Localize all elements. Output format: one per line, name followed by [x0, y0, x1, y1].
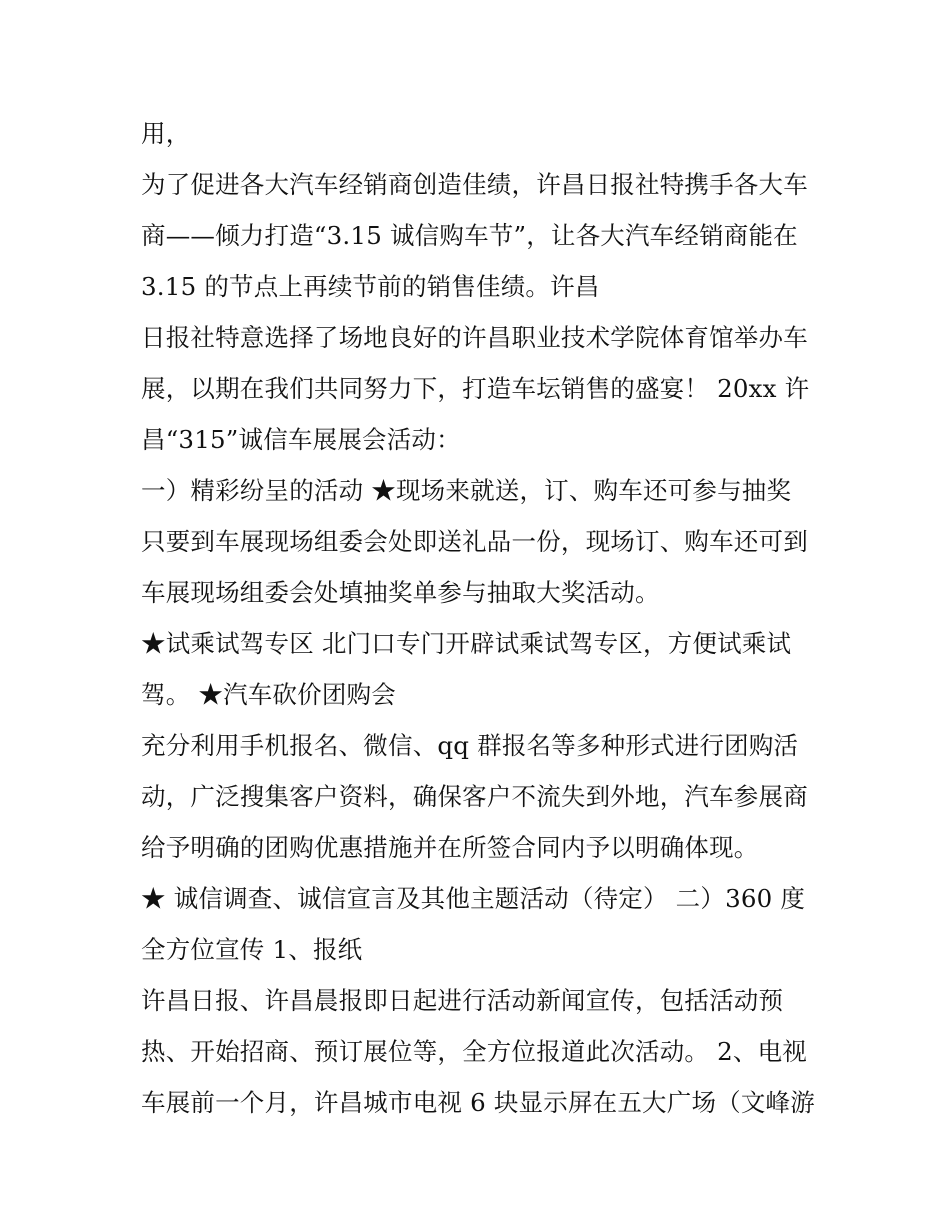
text-line: 展，以期在我们共同努力下，打造车坛销售的盛宴！ 20xx 许	[141, 374, 810, 403]
text-line: ★试乘试驾专区 北门口专门开辟试乘试驾专区，方便试乘试	[141, 629, 792, 658]
text-line: 全方位宣传 1、报纸	[141, 935, 363, 964]
text-line: 3.15 的节点上再续节前的销售佳绩。许昌	[141, 272, 600, 301]
text-line: 车展前一个月，许昌城市电视 6 块显示屏在五大广场（文峰游	[141, 1088, 815, 1117]
text-line: 商——倾力打造“3.15 诚信购车节”，让各大汽车经销商能在	[141, 221, 798, 250]
text-line: 车展现场组委会处填抽奖单参与抽取大奖活动。	[141, 578, 660, 607]
text-line: 用，	[141, 119, 191, 148]
text-line: 驾。 ★汽车砍价团购会	[141, 680, 396, 709]
text-line: ★ 诚信调查、诚信宣言及其他主题活动（待定） 二）360 度	[141, 884, 806, 913]
text-line: 热、开始招商、预订展位等，全方位报道此次活动。 2、电视	[141, 1037, 807, 1066]
text-line: 给予明确的团购优惠措施并在所签合同内予以明确体现。	[141, 833, 759, 862]
text-line: 许昌日报、许昌晨报即日起进行活动新闻宣传，包括活动预	[141, 986, 784, 1015]
text-line: 日报社特意选择了场地良好的许昌职业技术学院体育馆举办车	[141, 323, 808, 352]
text-line: 动，广泛搜集客户资料，确保客户不流失到外地，汽车参展商	[141, 782, 808, 811]
text-line: 只要到车展现场组委会处即送礼品一份，现场订、购车还可到	[141, 527, 808, 556]
text-line: 为了促进各大汽车经销商创造佳绩，许昌日报社特携手各大车	[141, 170, 808, 199]
text-line: 昌“315”诚信车展展会活动：	[141, 425, 461, 454]
text-line: 一）精彩纷呈的活动 ★现场来就送，订、购车还可参与抽奖	[141, 476, 792, 505]
document-body	[141, 108, 821, 1128]
text-line: 充分利用手机报名、微信、qq 群报名等多种形式进行团购活	[141, 731, 799, 760]
